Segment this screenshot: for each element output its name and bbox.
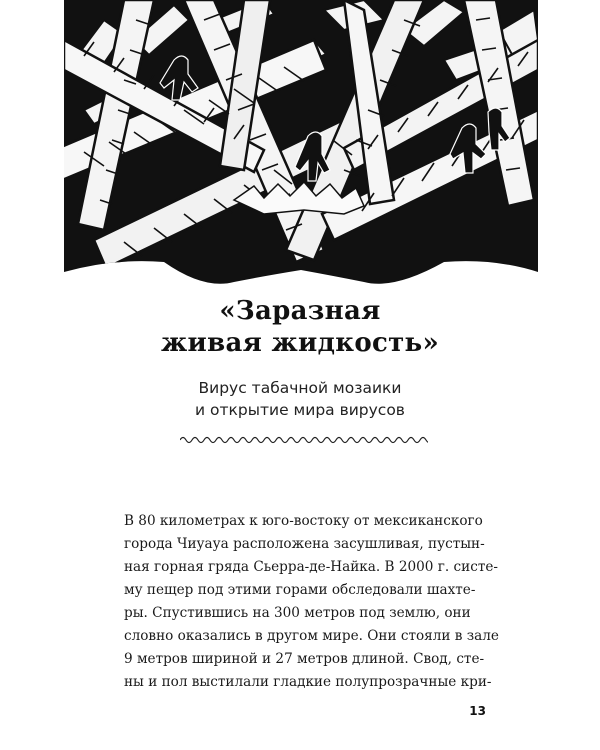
body-text-line: му пещер под этими горами обследовали шахте- (124, 582, 476, 598)
body-text-line: В 80 километрах к юго-востоку от мексиканского (124, 513, 483, 529)
chapter-subtitle-line-1: Вирус табачной мозаики (198, 379, 402, 397)
body-text-line: ная горная гряда Сьерра-де-Найка. В 2000 г. систе- (124, 559, 498, 575)
body-text-line: ны и пол выстилали гладкие полупрозрачные кри- (124, 674, 492, 690)
chapter-title-line-2: живая жидкость» (160, 328, 440, 358)
body-text-line: словно оказались в другом мире. Они стояли в зале (124, 628, 499, 644)
page-number: 13 (469, 704, 486, 718)
body-text-line: 9 метров шириной и 27 метров длиной. Свод, сте- (124, 651, 485, 667)
body-text-line: ры. Спустившись на 300 метров под землю, они (124, 605, 471, 621)
chapter-subtitle-line-2: и открытие мира вирусов (195, 401, 405, 419)
wavy-divider (180, 434, 428, 446)
cave-crystals-illustration (64, 0, 538, 292)
body-text-line: города Чиуауа расположена засушливая, пустын- (124, 536, 485, 552)
chapter-title-line-1: «Заразная (219, 296, 381, 326)
